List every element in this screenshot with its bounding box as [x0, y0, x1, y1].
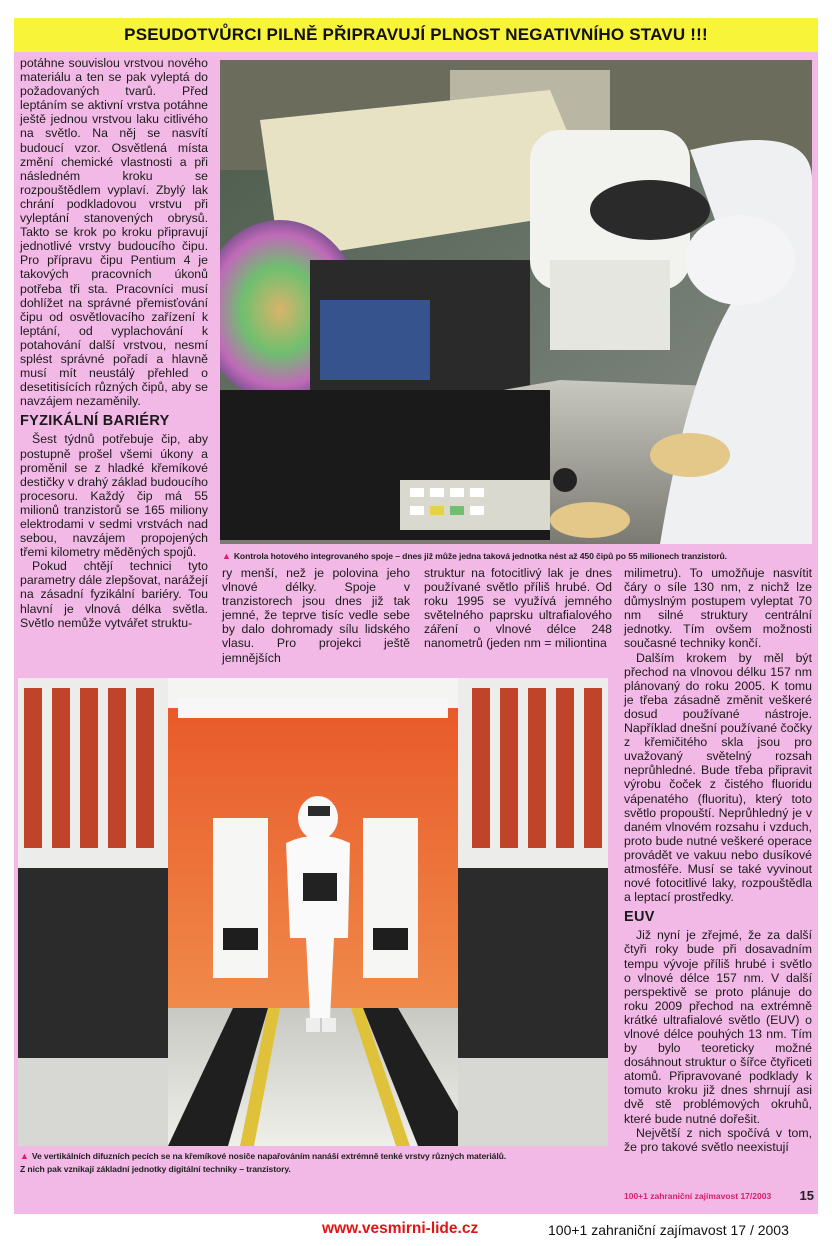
- chip-inspection-image: [220, 60, 812, 544]
- caption-text: Kontrola hotového integrovaného spoje – dnes již může jedna taková jednotka nést až 450 čipů po 55 milionech tranzistorů.: [233, 551, 727, 561]
- triangle-icon: ▲: [222, 551, 231, 561]
- page-number: 15: [799, 1188, 814, 1203]
- photo-cleanroom: [18, 678, 608, 1146]
- caption-line: [20, 1150, 620, 1163]
- cleanroom-image: [18, 678, 608, 1146]
- caption-line: Z nich pak vznikají základní jednotky digitální techniky – tranzistory.: [20, 1164, 291, 1174]
- folio-label: 100+1 zahraniční zajímavost 17/2003: [624, 1190, 772, 1201]
- text-column-2: [222, 566, 410, 665]
- paragraph: Největší z nich spočívá v tom, že pro takové světlo neexistují: [624, 1125, 812, 1154]
- text-column-3: [424, 566, 612, 651]
- photo-caption-bottom: [20, 1150, 620, 1176]
- website-link[interactable]: www.vesmirni-lide.cz: [322, 1220, 479, 1237]
- paragraph: ry menší, než je polovina jeho vlnové délky. Spoje v tranzistorech jsou dnes již tak jemné, že teprve tisíc vedle sebe by dalo dohromady sílu lidského vlasu. Pro projekci ještě jemnějších: [222, 566, 410, 665]
- section-heading: FYZIKÁLNÍ BARIÉRY: [20, 413, 170, 430]
- page-footer: [0, 1214, 832, 1246]
- page-header: [14, 18, 818, 52]
- paragraph: Šest týdnů potřebuje čip, aby postupně prošel všemi úkony a proměnil se z hladké křemíkové destičky v drahý základ budoucího procesoru. Každý čip má 55 milionů tranzistorů se 165 miliony elektrodami v sedmi vrstvách nad sebou, navzájem propojených třemi kilometry měděných spojů.: [20, 432, 208, 560]
- paragraph: Pokud chtějí technici tyto parametry dále zlepšovat, narážejí na zásadní fyzikální bariéry. Tou hlavní je vlnová délka světla. Světlo nemůže vytvářet struktu-: [20, 559, 208, 630]
- photo-chip-inspection: [220, 60, 812, 544]
- caption-text: Ve vertikálních difuzních pecích se na křemíkové nosiče napařováním nanáší extrémně tenké vrstvy různých materiálů.: [31, 1151, 507, 1161]
- issue-label: 100+1 zahraniční zajímavost 17 / 2003: [548, 1222, 789, 1238]
- text-column-4: [624, 566, 812, 1154]
- page-folio: [624, 1188, 814, 1203]
- paragraph: struktur na fotocitlivý lak je dnes používané světlo příliš hrubé. Od roku 1995 se využívá jemného světelného paprsku ultrafialového záření o vlnové délce 248 nanometrů (jeden nm = miliontina: [424, 566, 612, 651]
- header-title: PSEUDOTVŮRCI PILNĚ PŘIPRAVUJÍ PLNOST NEGATIVNÍHO STAVU !!!: [124, 25, 708, 44]
- photo-caption-top: [222, 550, 818, 563]
- paragraph: milimetru). To umožňuje nasvítit čáry o síle 130 nm, z nichž lze důmyslným postupem vyleptat 70 nm silné struktury centrální jednotky. Tím ovšem možnosti současné techniky končí.: [624, 566, 812, 651]
- text-column-1: [20, 56, 208, 630]
- triangle-icon: ▲: [20, 1151, 29, 1161]
- paragraph: Již nyní je zřejmé, že za další čtyři roky bude při dosavadním tempu vývoje příliš hrubé i světlo o vlnové délce 157 nm. V další perspektivě se proto plánuje do roku 2009 přechod na extrémně krátké ultrafialové světlo (EUV) o vlnové délce pouhých 13 nm. Tím by bylo teoreticky možné dosáhnout struktur o šířce čtyřiceti atomů. Připravované podklady k tomuto kroku již dnes shrnují asi dvě stě problémových okruhů, které bude nutné dořešit.: [624, 928, 812, 1126]
- paragraph: potáhne souvislou vrstvou nového materiálu a ten se pak vyleptá do požadovaných tvarů. Před leptáním se aktivní vrstva potáhne ještě jednou vrstvou laku citlivého na světlo. Na něj se nasvítí budoucí vzor. Osvětlená místa změní chemické vlastnosti a při následném kroku se rozpouštědlem vyplaví. Zbylý lak chrání podkladovou vrstvu při vyleptání stanovených obrysů. Takto se krok po kroku připravují jednotlivé vrstvy budoucího čipu. Pro přípravu čipu Pentium 4 je takových pracovních úkonů potřeba tři sta. Pracovníci musí dohlížet na správné přemisťování čipu od osvětlovacího zařízení k leptání, od vyplachování k potahování další vrstvou, nesmí splést správné pořadí a hlavně musí mít neustálý přehled o desetitisících různých čipů, aby se navzájem nezaměnily.: [20, 56, 208, 409]
- paragraph: Dalším krokem by měl být přechod na vlnovou délku 157 nm plánovaný do roku 2005. K tomu je třeba zásadně změnit veškeré dosud používané nástroje. Například dnešní používané čočky z křemičitého skla jsou pro uvažovaný světelný rozsah neprůhledné. Bude třeba připravit výrobu čoček z čistého fluoridu vápenatého (fluoritu), který toto světlo propouští. Neprůhledný je v daném vlnovém rozsahu i vzduch, proto bude nutné veškeré operace provádět ve vakuu nebo dusíkové atmosféře. Musí se také vyvinout nové fotocitlivé laky, rozpouštědla a leptací prostředky.: [624, 650, 812, 905]
- section-heading: EUV: [624, 909, 655, 926]
